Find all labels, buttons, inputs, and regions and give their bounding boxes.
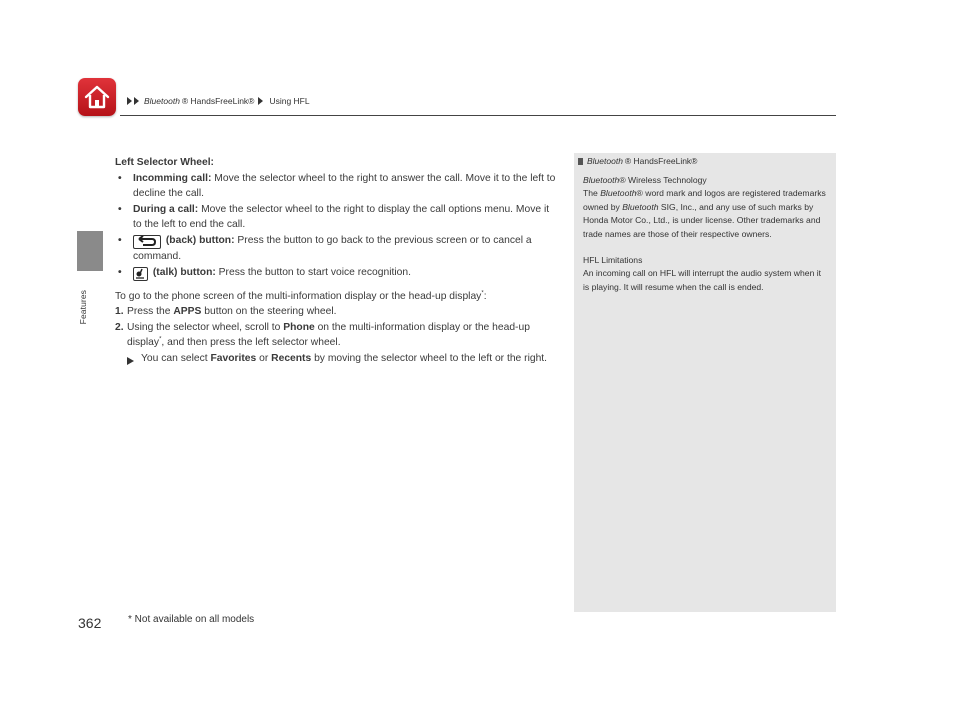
- section-heading: Left Selector Wheel:: [115, 157, 214, 168]
- sidebox-title-italic: Bluetooth: [587, 156, 623, 166]
- step-number: 1.: [115, 306, 124, 318]
- bullet-label: During a call:: [133, 203, 199, 215]
- sidebox-paragraph: [583, 187, 828, 241]
- sidebox-paragraph: An incoming call on HFL will interrupt the audio system when it is playing. It will resume when the call is ended.: [583, 268, 822, 292]
- sidebox-text: ® Wireless Technology: [619, 175, 707, 185]
- sidebox-section-title: HFL Limitations: [583, 255, 643, 266]
- step-2: [115, 320, 560, 351]
- back-arrow-icon: [133, 235, 161, 249]
- step-1: [115, 304, 560, 320]
- step-2-note: [115, 351, 560, 367]
- sidebox-body: [583, 174, 828, 294]
- sidebox-text: The: [583, 188, 601, 199]
- sidebox-text: ® word mark and logos are registered trademarks owned by: [583, 188, 826, 212]
- favorites-label: Favorites: [210, 352, 257, 364]
- breadcrumb-item-hfl[interactable]: ® HandsFreeLink®: [181, 96, 255, 106]
- step-text: , and then press the left selector wheel.: [161, 337, 341, 349]
- intro-text: To go to the phone screen of the multi-information display or the head-up display: [115, 290, 482, 302]
- step-text: Press the: [127, 306, 174, 318]
- bullet-text: Move the selector wheel to the right to display the call options menu. Move it to the left to end the call.: [133, 203, 550, 231]
- footnote: * Not available on all models: [128, 614, 255, 625]
- footnote-marker: *: [481, 290, 484, 297]
- footnote-marker: *: [159, 336, 162, 343]
- breadcrumb: [127, 96, 310, 106]
- recents-label: Recents: [271, 352, 312, 364]
- section-tab[interactable]: [77, 231, 103, 271]
- step-text: Using the selector wheel, scroll to: [127, 321, 284, 333]
- sidebox-italic: Bluetooth: [583, 175, 620, 185]
- bullet-text: Move the selector wheel to the right to answer the call. Move it to the left to decline the call.: [133, 172, 556, 200]
- list-item: • During a call: Move the selector wheel to the right to display the call options menu. Move it to the left to end the call.: [118, 203, 550, 231]
- list-item: • (back) button: Press the button to go back to the previous screen or to cancel a command.: [118, 234, 532, 262]
- apps-button-label: APPS: [173, 306, 202, 318]
- phone-label: Phone: [283, 321, 315, 333]
- note-marker-icon: [578, 158, 583, 165]
- list-item: • Incomming call: Move the selector wheel to the right to answer the call. Move it to the left to decline the call.: [118, 172, 556, 200]
- list-item: • (talk) button: Press the button to start voice recognition.: [115, 265, 560, 281]
- breadcrumb-arrow-icon: [258, 97, 265, 105]
- sidebox-italic: Bluetooth: [622, 201, 659, 212]
- step-text: on the multi-information display or the head-up display: [127, 321, 530, 349]
- step-number: 2.: [115, 321, 124, 333]
- bullet-text: Press the button to go back to the previous screen or to cancel a command.: [133, 234, 532, 262]
- home-icon: [84, 85, 110, 109]
- sidebox-italic: Bluetooth: [600, 188, 637, 199]
- step-text: button on the steering wheel.: [201, 306, 337, 318]
- breadcrumb-arrow-icon: [127, 97, 141, 105]
- bullet-label: Incomming call:: [133, 172, 212, 184]
- bullet-label: (back) button:: [165, 234, 235, 246]
- sidebox-section-title: [583, 174, 828, 187]
- intro-paragraph: [115, 289, 560, 305]
- page-number: 362: [78, 615, 102, 631]
- sidebox-title-text: ® HandsFreeLink®: [624, 156, 698, 166]
- header-divider: [120, 115, 836, 116]
- bullet-label: (talk) button:: [152, 266, 216, 278]
- note-arrow-icon: [127, 355, 135, 371]
- main-content: [115, 155, 560, 367]
- sidebox-title: [578, 156, 697, 166]
- section-label: Features: [78, 290, 88, 325]
- bullet-text: Press the button to start voice recognition.: [218, 266, 411, 278]
- note-text: You can select: [141, 352, 211, 364]
- sidebox-text: SIG, Inc., and any use of such marks by Honda Motor Co., Ltd., is under license. Other trademarks and trade names are those of their respective owners.: [583, 201, 821, 239]
- breadcrumb-item-using-hfl[interactable]: Using HFL: [269, 96, 310, 106]
- home-button[interactable]: [78, 78, 116, 116]
- intro-text-end: :: [483, 290, 487, 302]
- talk-icon: [133, 267, 148, 281]
- note-text: or: [256, 352, 272, 364]
- note-text: by moving the selector wheel to the left or the right.: [311, 352, 548, 364]
- breadcrumb-item-bluetooth[interactable]: Bluetooth: [144, 96, 180, 106]
